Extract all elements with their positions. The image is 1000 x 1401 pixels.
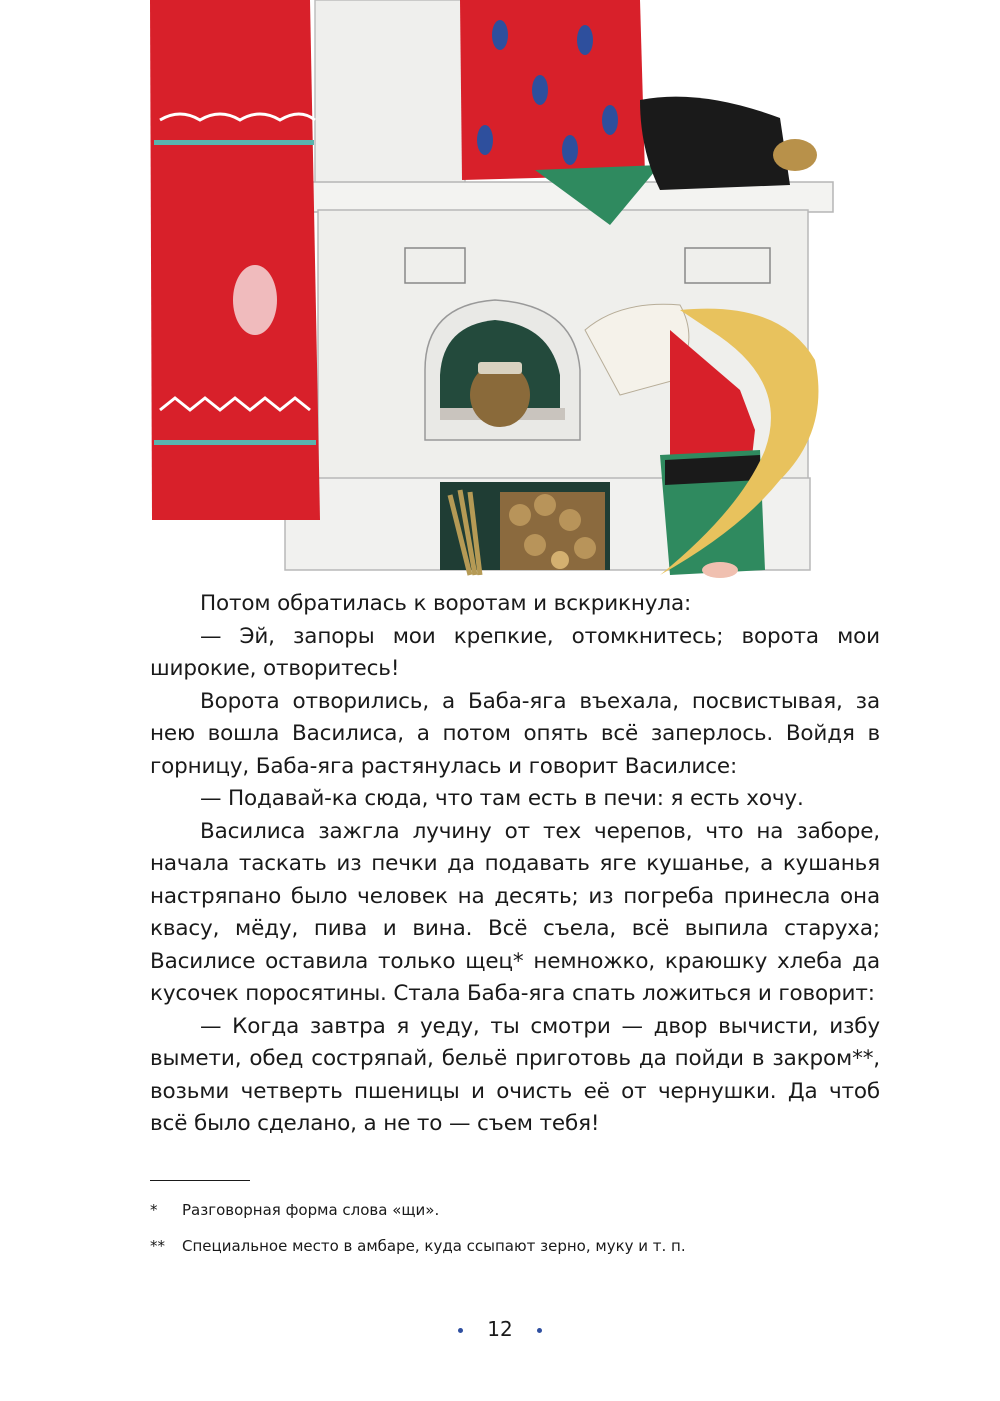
paragraph-5: Василиса зажгла лучину от тех черепов, что на заборе, начала таскать из печки да подавать яге кушанье, а кушанья настряпано было человек на десять; из погреба принесла она квасу, мёду, пива и вина. Всё съела, всё выпила старуха; Василисе оставила только щец* немножко, краюшку хлеба да кусочек поросятины. Стала Баба-яга спать ложиться и говорит:	[150, 818, 880, 1006]
baba-yaga-sleeping	[640, 97, 817, 190]
paragraph-1: Потом обратилась к воротам и вскрикнула:	[200, 591, 692, 616]
red-towel-left	[150, 0, 320, 520]
paragraph-6: — Когда завтра я уеду, ты смотри — двор вычисти, избу вымети, обед состряпай, бельё приготовь да пойди в закром**, возьми четверть пшеницы и очисть её от чернушки. Да чтоб всё было сделано, а не то — съем тебя!	[150, 1013, 880, 1136]
firewood-stack	[500, 492, 605, 570]
illustration-stove-scene	[140, 0, 840, 585]
page-number: 12	[487, 1317, 513, 1341]
footnote-1-mark: *	[150, 1201, 158, 1219]
footnote-1-text: Разговорная форма слова «щи».	[182, 1201, 440, 1219]
footnote-divider	[150, 1180, 250, 1181]
decorative-dot-left	[458, 1328, 463, 1333]
footnote-1	[150, 1200, 439, 1220]
footnote-2-text: Специальное место в амбаре, куда ссыпают зерно, муку и т. п.	[182, 1237, 686, 1255]
story-text	[150, 588, 880, 1141]
paragraph-4: — Подавай-ка сюда, что там есть в печи: я есть хочу.	[200, 786, 804, 811]
paragraph-2: — Эй, запоры мои крепкие, отомкнитесь; ворота мои широкие, отворитесь!	[150, 623, 880, 681]
decorative-dot-right	[537, 1328, 542, 1333]
footnote-2	[150, 1236, 686, 1256]
page-number-block	[0, 1317, 1000, 1341]
footnote-2-mark: **	[150, 1237, 165, 1255]
paragraph-3: Ворота отворились, а Баба-яга въехала, посвистывая, за нею вошла Василиса, а потом опять всё заперлось. Войдя в горницу, Баба-яга растянулась и говорит Василисе:	[150, 688, 880, 779]
